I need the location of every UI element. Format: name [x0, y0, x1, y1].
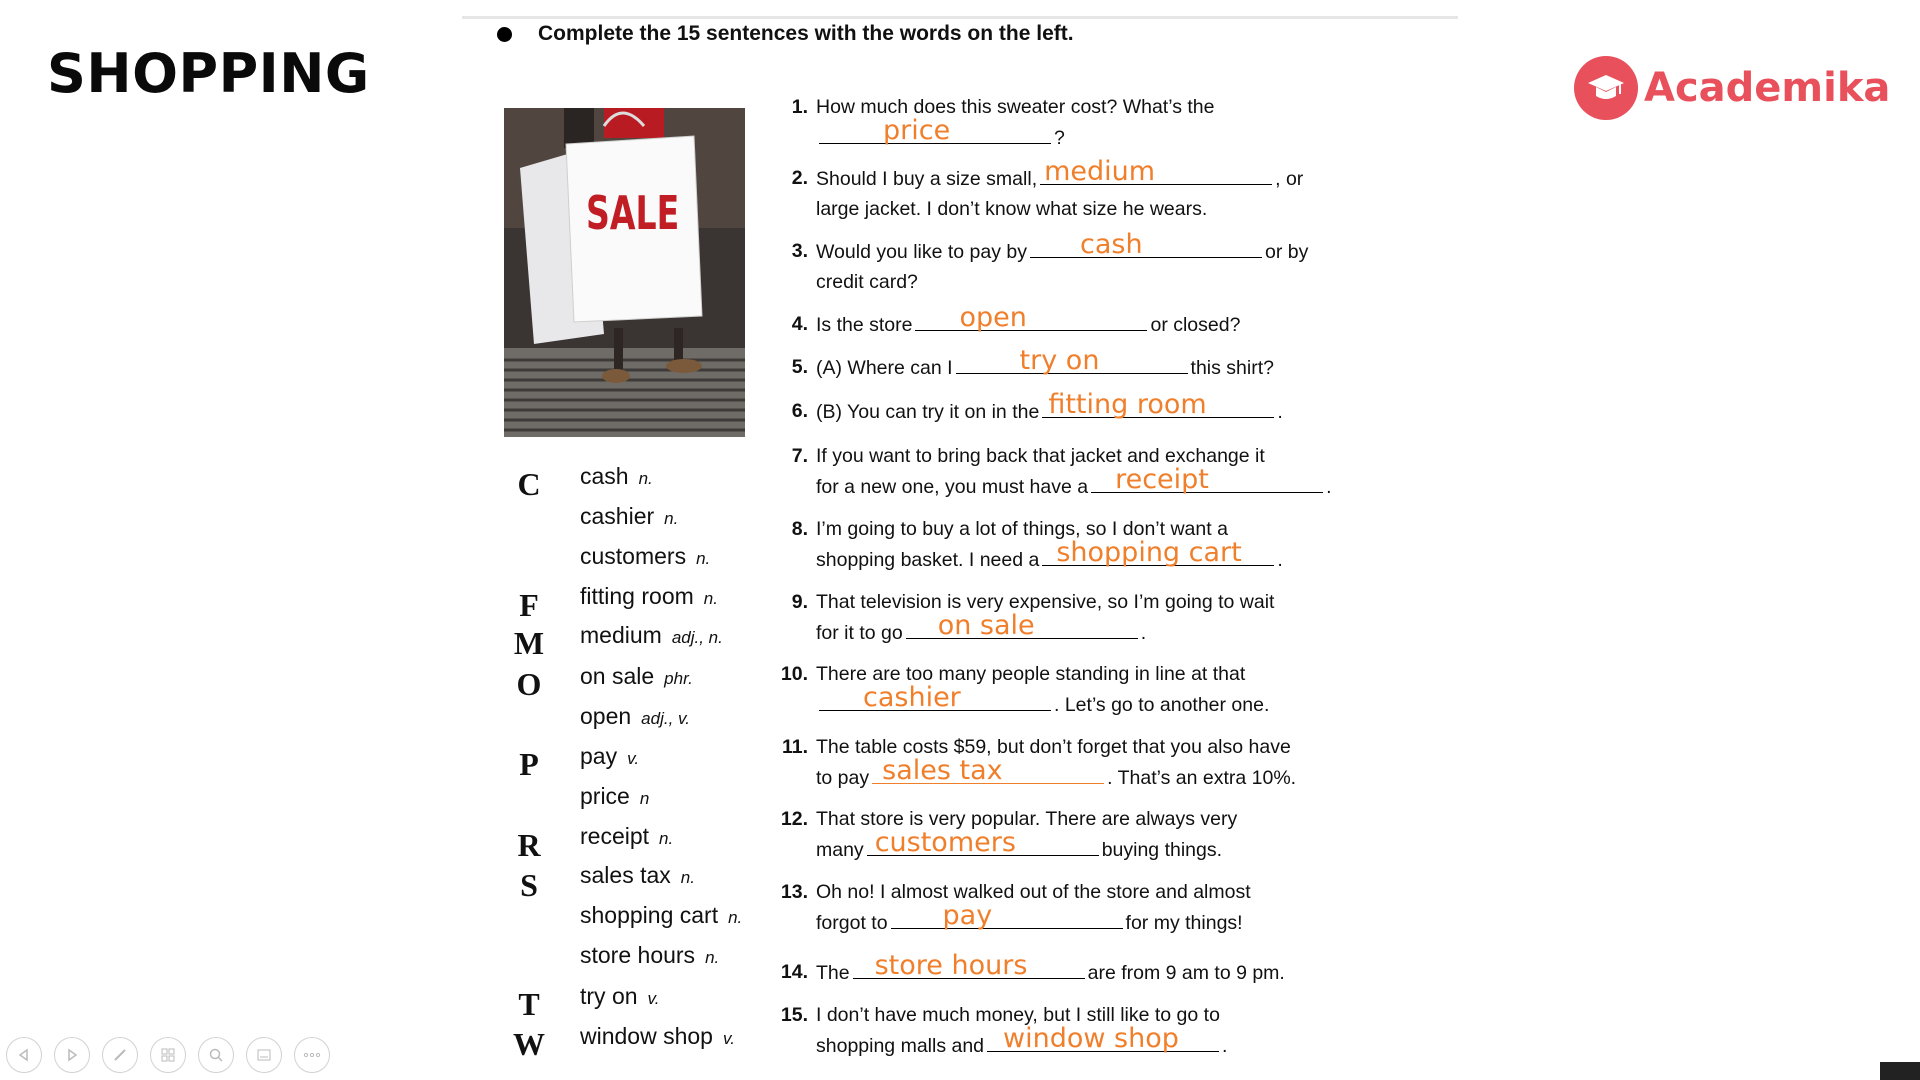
question-text: . — [1222, 1035, 1228, 1057]
word-bank-item — [580, 862, 695, 889]
part-of-speech: n. — [638, 469, 653, 488]
answer-text: open — [959, 302, 1027, 333]
answer-text: shopping cart — [1056, 537, 1242, 568]
question-number: 7. — [791, 445, 808, 467]
answer-text: receipt — [1115, 464, 1209, 495]
question-line — [816, 537, 1416, 575]
question-text: . — [1140, 622, 1147, 644]
question-item — [780, 659, 1416, 720]
question-text: ? — [1054, 127, 1065, 149]
word-bank-item — [580, 622, 723, 649]
question-text: or by — [1265, 241, 1309, 263]
answer-text: sales tax — [882, 755, 1003, 786]
question-line — [816, 610, 1416, 648]
answer-blank[interactable] — [1040, 156, 1272, 187]
answer-blank[interactable] — [906, 610, 1138, 641]
pen-icon[interactable] — [102, 1037, 138, 1073]
question-text: . — [1277, 401, 1283, 423]
word-bank-item — [580, 583, 718, 610]
question-number: 3. — [791, 240, 808, 262]
question-text: Should I buy a size small, — [816, 168, 1038, 190]
question-text: for my things! — [1125, 912, 1243, 934]
word-bank-word: cashier — [580, 503, 655, 529]
sale-sign: SALE — [586, 186, 680, 240]
instruction-text: Complete the 15 sentences with the words on the left. — [538, 22, 1074, 45]
answer-blank[interactable] — [956, 345, 1188, 376]
word-bank-word: customers — [580, 543, 687, 569]
question-item — [791, 229, 1416, 297]
question-number: 6. — [791, 400, 808, 422]
word-bank-item — [580, 983, 660, 1010]
answer-text: cashier — [863, 682, 961, 713]
question-text: for a new one, you must have a — [816, 476, 1089, 498]
question-text: or closed? — [1150, 314, 1241, 336]
answer-text: pay — [942, 900, 993, 931]
question-line — [816, 877, 1416, 907]
question-number: 8. — [791, 518, 808, 540]
question-text: Oh no! I almost walked out of the store and almost — [816, 881, 1251, 903]
answer-text: fitting room — [1048, 389, 1207, 420]
question-text: , or — [1275, 168, 1304, 190]
question-item — [780, 877, 1416, 938]
question-text: buying things. — [1101, 839, 1223, 861]
question-item — [791, 302, 1416, 340]
question-text: . Let’s go to another one. — [1054, 694, 1270, 716]
index-letter: S — [520, 867, 538, 903]
word-bank-word: try on — [580, 983, 638, 1009]
index-letter: R — [517, 827, 541, 863]
question-line — [816, 267, 1416, 297]
word-bank-word: fitting room — [580, 583, 694, 609]
question-line — [816, 1023, 1416, 1061]
part-of-speech: v. — [627, 749, 640, 768]
corner-overlay — [1880, 1062, 1920, 1080]
question-item — [791, 514, 1416, 575]
index-letter: O — [516, 666, 542, 702]
bullet-icon — [497, 27, 512, 42]
question-text: The table costs $59, but don’t forget that you also have — [816, 736, 1291, 758]
question-line — [816, 900, 1416, 938]
question-text: How much does this sweater cost? What’s the — [816, 96, 1215, 118]
shopping-bag-photo — [504, 108, 745, 437]
question-number: 1. — [791, 96, 808, 118]
question-number: 13. — [780, 881, 808, 903]
index-letter: M — [513, 625, 545, 661]
part-of-speech: n. — [664, 509, 679, 528]
question-line — [816, 229, 1416, 267]
question-text: are from 9 am to 9 pm. — [1087, 962, 1285, 984]
question-line — [816, 115, 1416, 153]
question-text: Is the store — [816, 314, 913, 336]
question-text: The — [816, 962, 850, 984]
answer-text: try on — [1019, 345, 1100, 376]
question-line — [816, 587, 1416, 617]
answer-blank[interactable] — [1042, 537, 1274, 568]
question-line — [816, 827, 1416, 865]
answer-blank[interactable] — [1091, 464, 1323, 495]
question-item — [781, 732, 1416, 793]
question-number: 10. — [780, 663, 808, 685]
word-bank-word: open — [580, 703, 632, 729]
worksheet-top-border — [462, 16, 1458, 19]
part-of-speech: n. — [728, 908, 743, 927]
question-number: 15. — [780, 1004, 808, 1026]
question-item — [780, 1000, 1416, 1061]
word-bank-item — [580, 1023, 735, 1050]
question-text: . That’s an extra 10%. — [1107, 767, 1297, 789]
question-item — [791, 389, 1416, 427]
question-line — [816, 950, 1416, 988]
question-text: . — [1326, 476, 1332, 498]
subtitles-icon[interactable] — [246, 1037, 282, 1073]
question-item — [791, 156, 1416, 224]
part-of-speech: adj., v. — [641, 709, 690, 728]
slides-grid-icon[interactable] — [150, 1037, 186, 1073]
index-letter: P — [519, 746, 539, 782]
question-text: forgot to — [816, 912, 888, 934]
question-text: . — [1277, 549, 1283, 571]
word-bank-item — [580, 503, 678, 530]
question-number: 12. — [780, 808, 808, 830]
answer-blank[interactable] — [915, 302, 1147, 333]
answer-text: price — [883, 115, 951, 146]
question-number: 9. — [791, 591, 808, 613]
answer-blank[interactable] — [987, 1023, 1219, 1054]
question-item — [791, 587, 1416, 648]
part-of-speech: n. — [696, 549, 711, 568]
word-bank-word: pay — [580, 743, 618, 769]
question-text: I don’t have much money, but I still like to go to — [816, 1004, 1220, 1026]
part-of-speech: n. — [680, 868, 695, 887]
answer-blank[interactable] — [819, 682, 1051, 713]
question-text: many — [816, 839, 864, 861]
word-bank-item — [580, 942, 719, 969]
question-line — [816, 194, 1416, 224]
word-bank-item — [580, 703, 690, 730]
part-of-speech: v. — [722, 1029, 735, 1048]
zoom-icon[interactable] — [198, 1037, 234, 1073]
part-of-speech: adj., n. — [671, 628, 723, 647]
question-text: shopping basket. I need a — [816, 549, 1040, 571]
word-bank-word: store hours — [580, 942, 696, 968]
answer-text: on sale — [937, 610, 1035, 641]
index-letter: T — [518, 986, 540, 1022]
word-bank-word: shopping cart — [580, 902, 719, 928]
word-bank-word: price — [580, 783, 630, 809]
question-text: That television is very expensive, so I’m going to wait — [816, 591, 1275, 613]
word-bank-item — [580, 823, 673, 850]
question-text: to pay — [816, 767, 870, 789]
question-number: 11. — [781, 736, 808, 758]
index-letter: F — [519, 587, 539, 623]
academika-logo — [1574, 56, 1890, 120]
part-of-speech: n — [639, 789, 650, 808]
question-text: That store is very popular. There are always very — [816, 808, 1238, 830]
question-text: There are too many people standing in line at that — [816, 663, 1246, 685]
question-text: I’m going to buy a lot of things, so I don’t want a — [816, 518, 1228, 540]
brand-name: Academika — [1644, 65, 1891, 111]
answer-blank[interactable] — [1030, 229, 1262, 260]
more-icon[interactable] — [294, 1037, 330, 1073]
word-bank-item — [580, 783, 649, 810]
part-of-speech: v. — [647, 989, 660, 1008]
instruction — [497, 22, 1074, 46]
index-letter: C — [517, 466, 541, 502]
question-text: Would you like to pay by — [816, 241, 1028, 263]
question-number: 14. — [780, 961, 808, 983]
previous-icon[interactable] — [6, 1037, 42, 1073]
question-item — [791, 441, 1416, 502]
word-bank-item — [580, 902, 742, 929]
question-line — [816, 345, 1416, 383]
answer-blank[interactable] — [1042, 389, 1274, 420]
word-bank-item — [580, 463, 653, 490]
word-bank-word: medium — [580, 622, 662, 648]
part-of-speech: n. — [705, 948, 720, 967]
question-item — [780, 950, 1416, 988]
question-text: (A) Where can I — [816, 357, 953, 379]
answer-blank[interactable] — [819, 115, 1051, 146]
page-title: SHOPPING — [47, 42, 370, 105]
part-of-speech: n. — [703, 589, 718, 608]
question-text: this shirt? — [1190, 357, 1274, 379]
question-line — [816, 464, 1416, 502]
word-bank-item — [580, 663, 693, 690]
word-bank-item — [580, 743, 639, 770]
answer-text: store hours — [874, 950, 1028, 981]
question-text: credit card? — [816, 271, 918, 293]
word-bank-word: sales tax — [580, 862, 671, 888]
next-icon[interactable] — [54, 1037, 90, 1073]
answer-text: cash — [1080, 229, 1143, 260]
question-text: (B) You can try it on in the — [816, 401, 1040, 423]
answer-blank[interactable] — [867, 827, 1099, 858]
word-bank-word: window shop — [580, 1023, 713, 1049]
index-letter: W — [513, 1026, 545, 1062]
question-item — [791, 92, 1416, 153]
answer-blank[interactable] — [853, 950, 1085, 981]
answer-text: customers — [874, 827, 1016, 858]
answer-text: medium — [1044, 156, 1156, 187]
answer-blank[interactable] — [872, 755, 1104, 786]
word-bank-word: cash — [580, 463, 629, 489]
word-bank-word: on sale — [580, 663, 655, 689]
slideshow-toolbar — [6, 1037, 330, 1073]
question-text: large jacket. I don’t know what size he wears. — [816, 198, 1208, 220]
question-number: 5. — [791, 356, 808, 378]
word-bank-word: receipt — [580, 823, 650, 849]
question-item — [791, 345, 1416, 383]
answer-blank[interactable] — [891, 900, 1123, 931]
part-of-speech: phr. — [664, 669, 693, 688]
question-text: shopping malls and — [816, 1035, 985, 1057]
question-text: If you want to bring back that jacket and exchange it — [816, 445, 1265, 467]
question-number: 4. — [791, 313, 808, 335]
question-line — [816, 389, 1416, 427]
answer-text: window shop — [1003, 1023, 1179, 1054]
question-line — [816, 156, 1416, 194]
question-item — [780, 804, 1416, 865]
graduation-cap-icon — [1574, 56, 1638, 120]
question-text: for it to go — [816, 622, 903, 644]
question-line — [816, 755, 1416, 793]
word-bank-item — [580, 543, 710, 570]
question-number: 2. — [791, 167, 808, 189]
question-line — [816, 302, 1416, 340]
part-of-speech: n. — [659, 829, 674, 848]
question-line — [816, 682, 1416, 720]
